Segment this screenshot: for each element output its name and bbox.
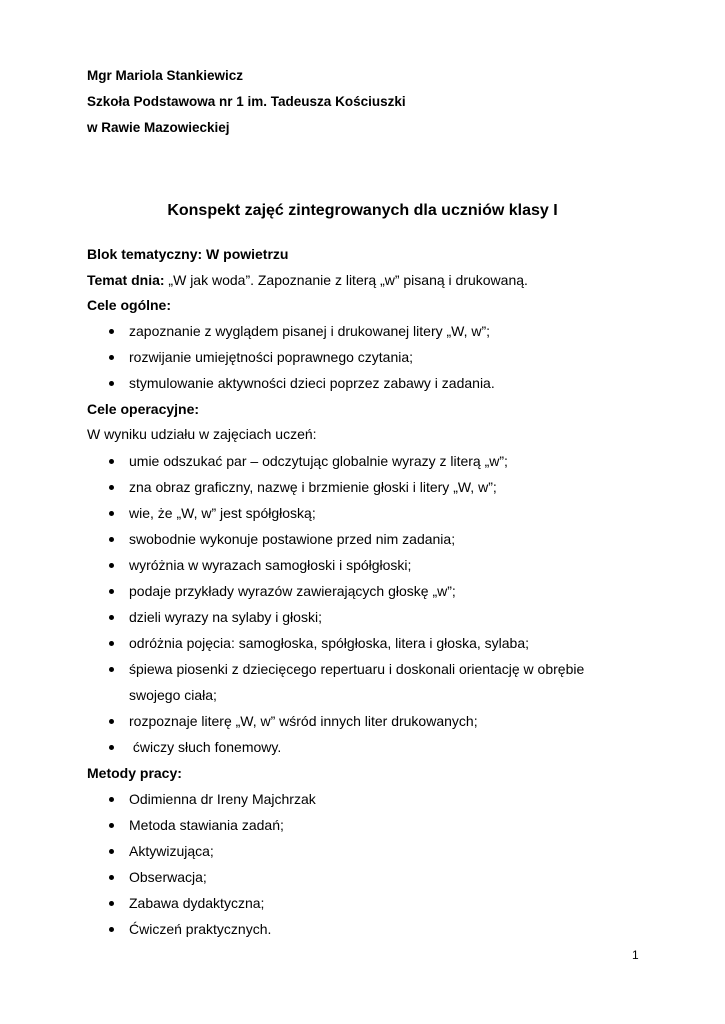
list-item: Obserwacja; xyxy=(129,869,207,885)
bullet-icon xyxy=(109,511,114,516)
list-item: rozwijanie umiejętności poprawnego czytania; xyxy=(129,349,414,365)
bullet-icon xyxy=(109,563,114,568)
bullet-icon xyxy=(109,641,114,646)
topic-line xyxy=(87,271,528,289)
bullet-icon xyxy=(109,719,114,724)
list-item: Odimienna dr Ireny Majchrzak xyxy=(129,791,316,807)
list-item: Ćwiczeń praktycznych. xyxy=(129,921,272,937)
list-item: zna obraz graficzny, nazwę i brzmienie głoski i litery „W, w”; xyxy=(129,479,497,495)
list-item: stymulowanie aktywności dzieci poprzez zabawy i zadania. xyxy=(129,375,495,391)
document-title: Konspekt zajęć zintegrowanych dla uczniów klasy I xyxy=(167,202,558,219)
list-item: Aktywizująca; xyxy=(129,843,214,859)
bullet-icon xyxy=(109,797,114,802)
methods-heading: Metody pracy: xyxy=(87,765,182,781)
bullet-icon xyxy=(109,485,114,490)
author-name: Mgr Mariola Stankiewicz xyxy=(87,68,244,83)
list-item: Zabawa dydaktyczna; xyxy=(129,895,265,911)
topic-label: Temat dnia: xyxy=(87,272,165,288)
bullet-icon xyxy=(109,927,114,932)
list-item: swobodnie wykonuje postawione przed nim zadania; xyxy=(129,531,456,547)
list-item: podaje przykłady wyrazów zawierających głoskę „w”; xyxy=(129,583,456,599)
list-item: odróżnia pojęcia: samogłoska, spółgłoska, litera i głoska, sylaba; xyxy=(129,635,529,651)
operational-goals-intro: W wyniku udziału w zajęciach uczeń: xyxy=(87,426,317,442)
list-item: dzieli wyrazy na sylaby i głoski; xyxy=(129,609,322,625)
list-item: wyróżnia w wyrazach samogłoski i spółgłoski; xyxy=(129,557,412,573)
general-goals-heading: Cele ogólne: xyxy=(87,297,172,313)
list-item: ćwiczy słuch fonemowy. xyxy=(129,739,282,755)
school-city: w Rawie Mazowieckiej xyxy=(87,120,230,135)
school-name: Szkoła Podstawowa nr 1 im. Tadeusza Kościuszki xyxy=(87,94,406,109)
bullet-icon xyxy=(109,745,114,750)
list-item-continuation: swojego ciała; xyxy=(129,687,217,703)
list-item: rozpoznaje literę „W, w” wśród innych liter drukowanych; xyxy=(129,713,478,729)
bullet-icon xyxy=(109,901,114,906)
list-item: Metoda stawiania zadań; xyxy=(129,817,284,833)
list-item: zapoznanie z wyglądem pisanej i drukowanej litery „W, w”; xyxy=(129,323,491,339)
operational-goals-heading: Cele operacyjne: xyxy=(87,401,200,417)
list-item: wie, że „W, w” jest spółgłoską; xyxy=(129,505,316,521)
bullet-icon xyxy=(109,589,114,594)
bullet-icon xyxy=(109,329,114,334)
list-item: umie odszukać par – odczytując globalnie wyrazy z literą „w”; xyxy=(129,453,508,469)
bullet-icon xyxy=(109,875,114,880)
bullet-icon xyxy=(109,537,114,542)
thematic-block: Blok tematyczny: W powietrzu xyxy=(87,246,289,262)
bullet-icon xyxy=(109,849,114,854)
bullet-icon xyxy=(109,823,114,828)
bullet-icon xyxy=(109,381,114,386)
bullet-icon xyxy=(109,355,114,360)
bullet-icon xyxy=(109,459,114,464)
topic-text: „W jak woda”. Zapoznanie z literą „w” pisaną i drukowaną. xyxy=(168,272,528,288)
list-item: śpiewa piosenki z dziecięcego repertuaru i doskonali orientację w obrębie xyxy=(129,661,585,677)
page-number: 1 xyxy=(632,948,639,962)
bullet-icon xyxy=(109,615,114,620)
bullet-icon xyxy=(109,667,114,672)
